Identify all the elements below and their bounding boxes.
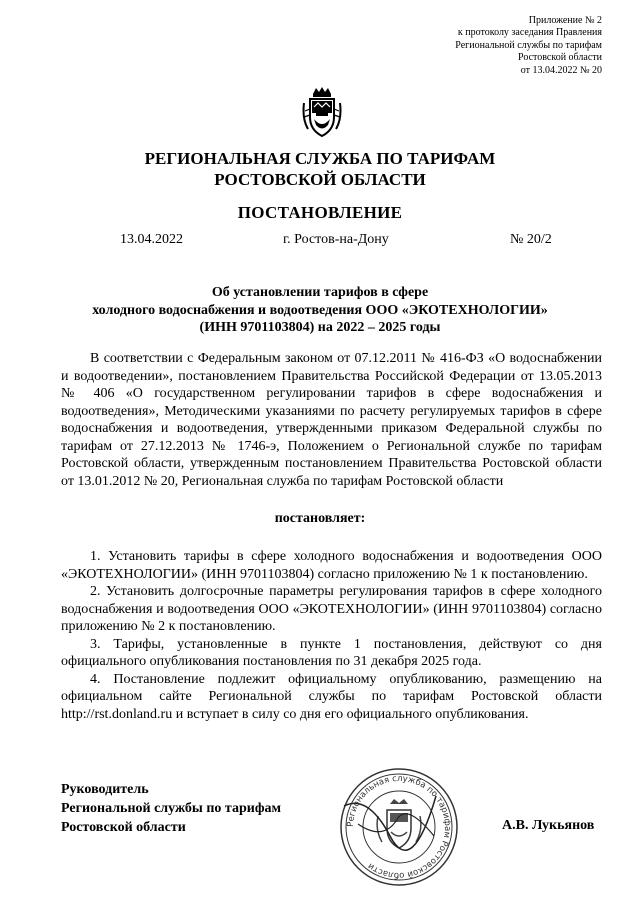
signature-block <box>61 780 281 837</box>
decree-item: 4. Постановление подлежит официальному опубликованию, размещению на официальном сайте Региональной службы по тарифам Ростовской области http://rst.donland.ru и вступает в силу со дня его официального опубликования. <box>61 671 602 722</box>
subject-line: холодного водоснабжения и водоотведения ООО «ЭКОТЕХНОЛОГИИ» <box>92 302 548 318</box>
preamble <box>61 350 602 490</box>
document-subject <box>0 284 640 337</box>
organization-line: РЕГИОНАЛЬНАЯ СЛУЖБА ПО ТАРИФАМ <box>144 149 496 168</box>
document-type: ПОСТАНОВЛЕНИЕ <box>237 203 403 222</box>
official-seal-stamp <box>338 766 460 888</box>
signer-position-line: Руководитель <box>61 782 149 797</box>
decree-item: 3. Тарифы, установленные в пункте 1 постановления, действуют со дня официального опубликования постановления по 31 декабря 2025 года. <box>61 636 602 669</box>
subject-line: Об установлении тарифов в сфере <box>211 285 429 300</box>
appendix-line: от 13.04.2022 № 20 <box>520 64 602 76</box>
signer-position-line: Ростовской области <box>61 820 186 835</box>
organization-line: РОСТОВСКОЙ ОБЛАСТИ <box>214 170 426 189</box>
decree-word: постановляет: <box>274 511 366 526</box>
appendix-line: к протоколу заседания Правления <box>457 27 602 39</box>
decree-item: 2. Установить долгосрочные параметры регулирования тарифов в сфере холодного водоснабжения и водоотведения ООО «ЭКОТЕХНОЛОГИИ» (ИНН 9701103804) согласно приложению № 2 к постановлению. <box>61 584 602 634</box>
decree-items <box>61 548 602 723</box>
seal-lettering: Региональная служба по тарифам Ростовской области <box>345 773 453 881</box>
preamble-paragraph: В соответствии с Федеральным законом от 07.12.2011 № 416-ФЗ «О водоснабжении и водоотведении», постановлением Правительства Российской Федерации от 13.05.2013 № 406 «О государственном регулировании тарифов в сфере водоснабжения и водоотведения», Методическими указаниями по расчету регулируемых тарифов в сфере водоснабжения и водоотведения, утвержденными приказом Федеральной службы по тарифам от 27.12.2013 № 1746-э, Положением о Региональной службе по тарифам Ростовской области, утвержденным постановлением Правительства Ростовской области от 13.01.2012 № 20, Региональная служба по тарифам Ростовской области <box>61 351 602 489</box>
decree-item: 1. Установить тарифы в сфере холодного водоснабжения и водоотведения ООО «ЭКОТЕХНОЛОГИИ» (ИНН 9701103804) согласно приложению № 1 к постановлению. <box>61 549 602 582</box>
appendix-line: Ростовской области <box>518 52 602 64</box>
organization-title <box>0 148 640 190</box>
document-date: 13.04.2022 <box>120 232 183 247</box>
signer-name: А.В. Лукьянов <box>502 818 595 833</box>
appendix-line: Приложение № 2 <box>528 15 602 26</box>
signer-position-line: Региональной службы по тарифам <box>61 801 282 816</box>
coat-of-arms-emblem <box>302 85 342 139</box>
document-city: г. Ростов-на-Дону <box>283 232 389 247</box>
subject-line: (ИНН 9701103804) на 2022 – 2025 годы <box>199 320 441 335</box>
document-number: № 20/2 <box>510 232 552 247</box>
appendix-note <box>455 15 602 77</box>
appendix-line: Региональной службы по тарифам <box>455 39 602 51</box>
